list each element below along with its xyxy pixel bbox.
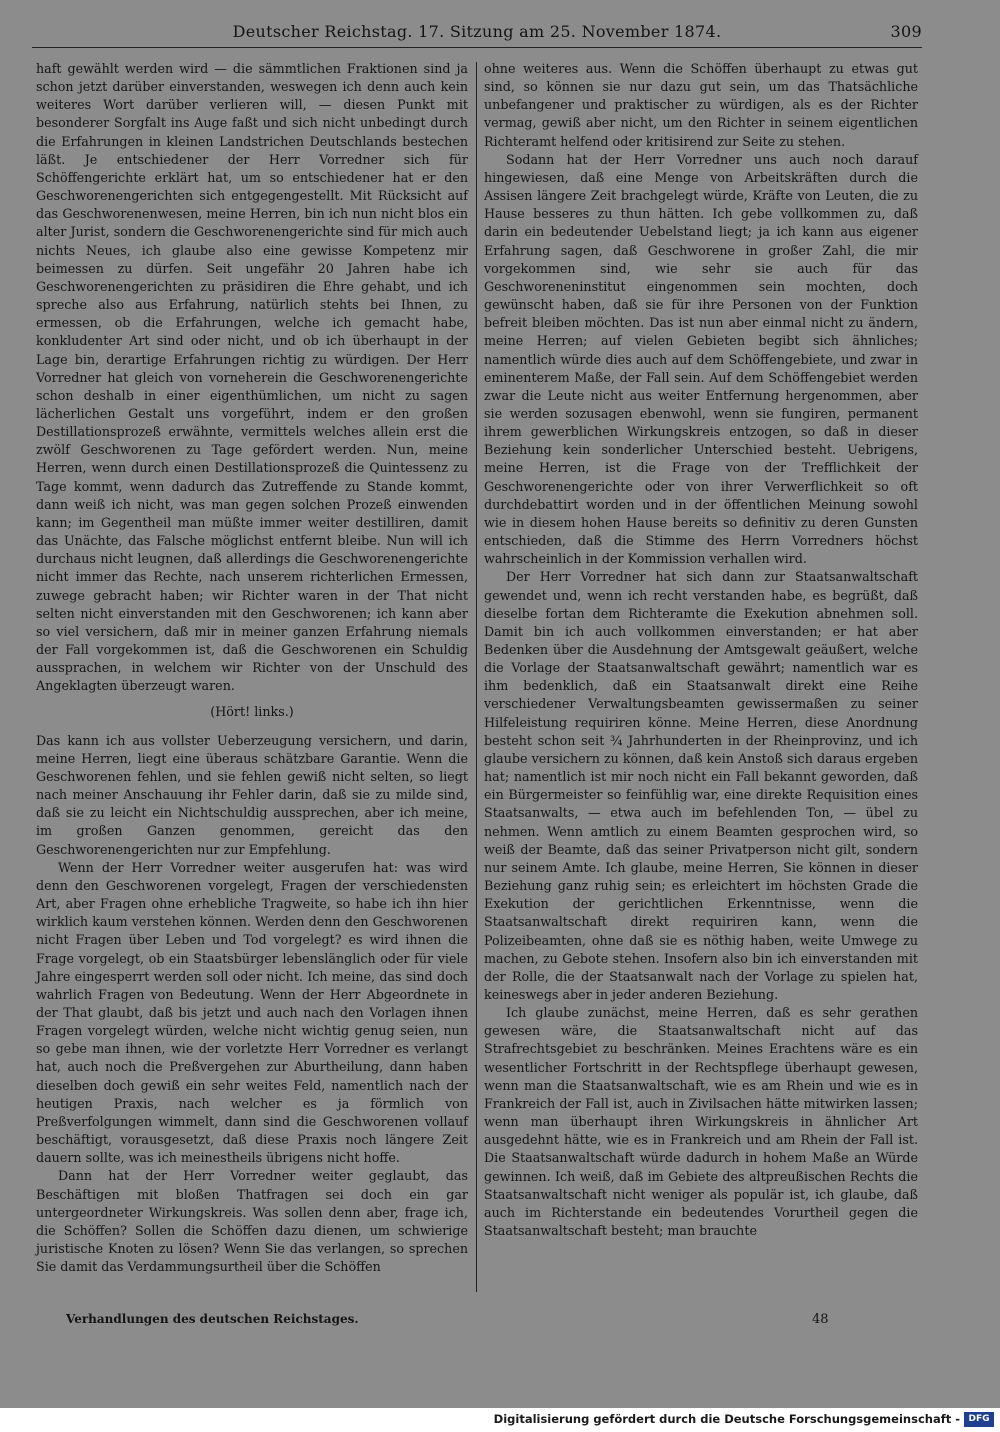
header-rule: [32, 47, 922, 48]
paragraph: Wenn der Herr Vorredner weiter ausgerufen hat: was wird denn den Geschworenen vorgelegt, Fragen der verschiedensten Art, aber Fragen ohne erhebliche Tragweite, so habe ich ihn hier wirklich kaum verstehen können. Werden denn den Geschworenen nicht Fragen über Leben und Tod vorgelegt? es wird ihnen die Frage vorgelegt, ob ein Staatsbürger lebenslänglich oder für viele Jahre eingesperrt werden soll oder nicht. Ich meine, das sind doch wahrlich Fragen von Bedeutung. Wenn der Herr Abgeordnete in der That glaubt, daß bis jetzt und auch nach den Vorlagen ihnen Fragen vorgelegt würden, welche nicht wichtig genug seien, nun so gebe man ihnen, wie der vorletzte Herr Vorredner es verlangt hat, auch noch die Preßvergehen zur Aburtheilung, dann haben dieselben doch gewiß ein sehr weites Feld, namentlich nach der heutigen Praxis, nach welcher es ja förmlich von Preßverfolgungen wimmelt, dann sind die Geschworenen vollauf beschäftigt, vorausgesetzt, daß diese Praxis noch längere Zeit dauern sollte, was ich meinestheils übrigens nicht hoffe.: [36, 859, 468, 1166]
paragraph: Der Herr Vorredner hat sich dann zur Staatsanwaltschaft gewendet und, wenn ich recht verstanden habe, es begrüßt, daß dieselbe fortan dem Richteramte die Exekution abnehmen soll. Damit bin ich auch vollkommen einverstanden; er hat aber Bedenken über die Ausdehnung der Amtsgewalt geäußert, welche die Vorlage der Staatsanwaltschaft gewährt; namentlich war es ihm bedenklich, daß ein Staatsanwalt direkt eine Reihe verschiedener Verwaltungsbeamten gewissermaßen zu seiner Hilfeleistung requiriren könne. Meine Herren, diese Anordnung besteht schon seit ¾ Jahrhunderten in der Rheinprovinz, und ich glaube versichern zu können, daß kein Anstoß sich daraus ergeben hat; namentlich ist mir noch nicht ein Fall bekannt geworden, daß ein Bürgermeister so feinfühlig war, eine direkte Requisition eines Staatsanwalts, — etwa auch im befehlenden Ton, — übel zu nehmen. Wenn amtlich zu einem Beamten gesprochen wird, so weiß der Beamte, daß das seiner Privatperson nicht gilt, sondern nur seinem Amte. Ich glaube, meine Herren, Sie können in dieser Beziehung ganz ruhig sein; es erleichtert im höchsten Grade die Exekution der gerichtlichen Erkenntnisse, wenn die Staatsanwaltschaft direkt requiriren kann, wenn die Polizeibeamten, ohne daß sie es nöthig haben, weite Umwege zu machen, zu Gebote stehen. Insofern also bin ich einverstanden mit der Rolle, die der Staatsanwalt nach der Vorlage zu spielen hat, keineswegs aber in jeder anderen Beziehung.: [484, 569, 918, 1002]
paragraph: Sodann hat der Herr Vorredner uns auch noch darauf hingewiesen, daß eine Menge von Arbeitskräften durch die Assisen längere Zeit brachgelegt würde, Kräfte von Leuten, die zu Hause besseres zu thun hätten. Ich gebe vollkommen zu, daß darin ein bedeutender Uebelstand liegt; ja ich kann aus eigener Erfahrung sagen, daß Geschworene in großer Zahl, die mir vorgekommen sind, wie sehr sie auch für das Geschworeneninstitut eingenommen sein mochten, doch gewünscht haben, daß sie für ihre Personen von der Funktion befreit bleiben möchten. Das ist nun aber einmal nicht zu ändern, meine Herren; auf vielen Gebieten begibt sich ähnliches; namentlich würde dies auch auf dem Schöffengebiete, und zwar in eminenterem Maße, der Fall sein. Auf dem Schöffengebiet werden zwar die Leute nicht aus weiter Entfernung hergenommen, aber sie werden sozusagen ebenwohl, wenn sie fungiren, permanent ihrem gewerblichen Wirkungskreis entzogen, so daß in dieser Beziehung kein sonderlicher Unterschied besteht. Uebrigens, meine Herren, ist die Frage von der Trefflichkeit der Geschworenengerichte oder von ihrer Verwerflichkeit so oft durchdebattirt worden und in der öffentlichen Meinung sowohl wie in diesem hohen Hause bereits so definitiv zu deren Gunsten entschieden, daß die Stimme des Herrn Vorredners höchst wahrscheinlich in der Kommission verhallen wird.: [484, 151, 918, 567]
running-title: Deutscher Reichstag. 17. Sitzung am 25. November 1874.: [232, 22, 722, 41]
credit-text: Digitalisierung gefördert durch die Deutsche Forschungsgemeinschaft -: [493, 1412, 960, 1426]
paragraph: haft gewählt werden wird — die sämmtlichen Fraktionen sind ja schon jetzt darüber einverstanden, weswegen ich denn auch kein weiteres Wort darüber verlieren will, — diesen Punkt mit besonderer Sorgfalt ins Auge faßt und sich nicht unbedingt durch die Erfahrungen in kleinen Landstrichen Deutschlands bestechen läßt. Je entschiedener der Herr Vorredner sich für Schöffengerichte erklärt hat, um so entschiedener hat er den Geschworenengerichten sich entgegengestellt. Mit Rücksicht auf das Geschworenenwesen, meine Herren, bin ich nun nicht blos ein alter Jurist, sondern die Geschworenengerichte sind für mich auch nichts Neues, ich glaube also eine gewisse Kompetenz mir beimessen zu dürfen. Seit ungefähr 20 Jahren habe ich Geschworenengerichten zu präsidiren die Ehre gehabt, und ich spreche also aus Erfahrung, natürlich stehts bei Ihnen, zu ermessen, ob die Erfahrungen, welche ich gemacht habe, konkludenter Art sind oder nicht, und ob ich überhaupt in der Lage bin, derartige Erfahrungen richtig zu würdigen. Der Herr Vorredner hat gleich von vorneherein die Geschworenengerichte schon deshalb in einer eigenthümlichen, um nicht zu sagen lächerlichen Gestalt uns vorgeführt, indem er den großen Destillationsprozeß erwähnte, vermittels welches allein erst die zwölf Geschworenen zu Tage gefördert werden. Nun, meine Herren, wenn durch einen Destillationsprozeß die Quintessenz zu Tage kommt, wenn dadurch das Zutreffende zu Stande kommt, dann weiß ich nicht, was man gegen solchen Prozeß einwenden kann; im Gegentheil man müßte immer weiter destilliren, damit das Unächte, das Falsche möglichst entfernt bleibe. Nun will ich durchaus nicht leugnen, daß allerdings die Geschworenengerichte nicht immer das Rechte, nach unserem richterlichen Ermessen, zuwege gebracht haben; wir Richter waren in der That nicht selten nicht einverstanden mit den Geschworenen; ich kann aber so viel versichern, daß mir in meiner ganzen Erfahrung niemals der Fall vorgekommen ist, daß die Geschworenen ein Schuldig aussprachen, in welchem wir Richter von der Unschuld des Angeklagten überzeugt waren.: [36, 61, 468, 694]
footer-note: Verhandlungen des deutschen Reichstages.: [66, 1312, 359, 1326]
credit-bar: [0, 1408, 1000, 1432]
right-column: [484, 60, 918, 1240]
paragraph: Ich glaube zunächst, meine Herren, daß es sehr gerathen gewesen wäre, die Staatsanwaltschaft nicht auf das Strafrechtsgebiet zu beschränken. Meines Erachtens wäre es ein wesentlicher Fortschritt in der Rechtspflege überhaupt gewesen, wenn man die Staatsanwaltschaft, wie es am Rhein und wie es in Frankreich der Fall ist, auch in Zivilsachen hätte mitwirken lassen; wenn man überhaupt ihren Wirkungskreis in ähnlicher Art ausgedehnt hätte, wie es in Frankreich und am Rhein der Fall ist. Die Staatsanwaltschaft würde dadurch in hohem Maße an Würde gewinnen. Ich weiß, daß im Gebiete des altpreußischen Rechts die Staatsanwaltschaft nicht weniger als populär ist, ich glaube, daß auch im Richterstande ein bedeutendes Vorurtheil gegen die Staatsanwaltschaft besteht; man brauchte: [484, 1005, 918, 1238]
interjection: (Hört! links.): [210, 704, 294, 720]
page-header: [32, 22, 922, 46]
paragraph: ohne weiteres aus. Wenn die Schöffen überhaupt zu etwas gut sind, so können sie nur dazu gut sein, um das Thatsächliche unbefangener und praktischer zu würdigen, als es der Richter vermag, gewiß aber nicht, um den Richter in seinem eigentlichen Richteramt helfend oder kritisirend zur Seite zu stehen.: [484, 61, 918, 149]
paragraph: Das kann ich aus vollster Ueberzeugung versichern, und darin, meine Herren, liegt eine überaus schätzbare Garantie. Wenn die Geschworenen fehlen, und sie fehlen gewiß nicht selten, so liegt nach meiner Anschauung ihr Fehler darin, daß sie zu milde sind, daß sie zu leicht ein Nichtschuldig aussprechen, aber ich meine, im großen Ganzen genommen, gereicht das den Geschworenengerichten nur zur Empfehlung.: [36, 732, 468, 857]
column-divider: [476, 62, 477, 1292]
dfg-logo-icon: DFG: [964, 1412, 994, 1427]
left-column: [36, 60, 468, 1276]
sheet-number: 48: [812, 1312, 829, 1327]
page-number: 309: [890, 22, 922, 41]
paragraph: Dann hat der Herr Vorredner weiter geglaubt, das Beschäftigen mit bloßen Thatfragen sei doch ein gar untergeordneter Wirkungskreis. Was sollen denn aber, frage ich, die Schöffen? Sollen die Schöffen dazu dienen, um schwierige juristische Knoten zu lösen? Wenn Sie das verlangen, so sprechen Sie damit das Verdammungsurtheil über die Schöffen: [36, 1168, 468, 1275]
